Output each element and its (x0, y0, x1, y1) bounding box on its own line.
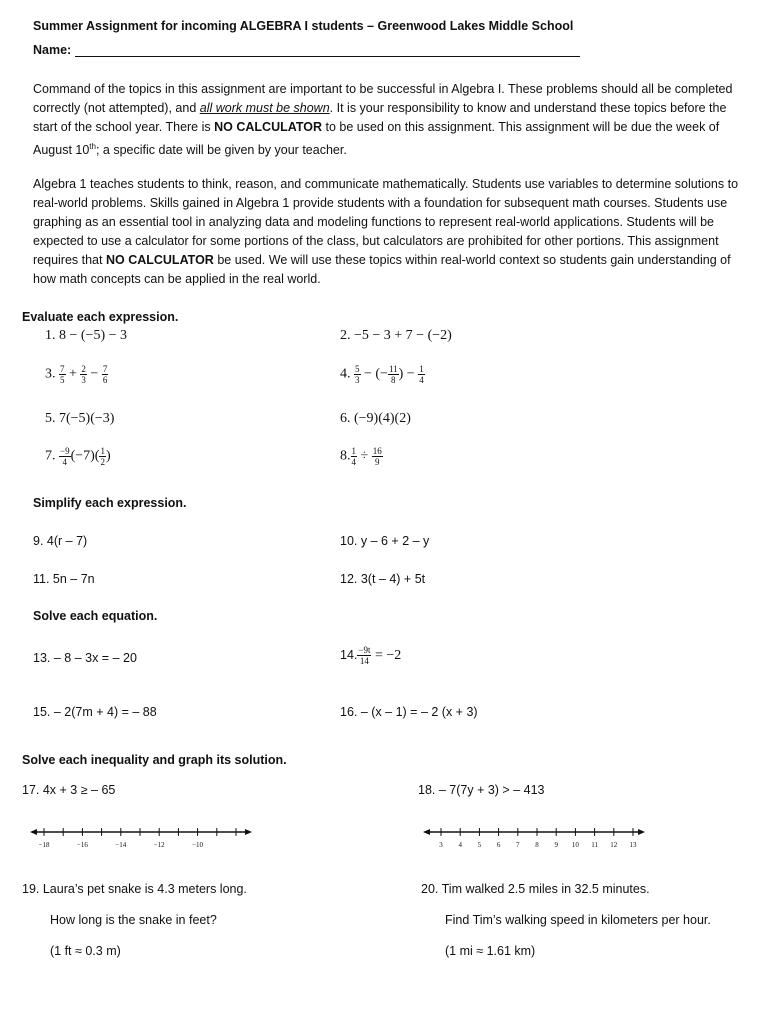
problem-17: 17. 4x + 3 ≥ – 65 (22, 783, 116, 797)
intro-text: . It is your responsibility to know and understand these topics before the start of the school year. There is (33, 101, 727, 134)
section-solve: Solve each equation. (33, 609, 158, 623)
fraction: $\frac{11}{8}$ (388, 364, 398, 385)
number-line-label: −12 (153, 841, 165, 849)
number-line-label: −10 (192, 841, 204, 849)
problem-7: 7. $\frac{-9}{4}$ (−7)( $\frac{1}{2}$ ) (45, 446, 111, 467)
problem-20-line-2: Find Tim’s walking speed in kilometers per hour. (445, 913, 711, 927)
problem-number: 7. (45, 448, 56, 464)
problem-13: 13. – 8 – 3x = – 20 (33, 651, 137, 665)
number-line-label: 10 (571, 841, 579, 849)
fraction: $\frac{-9}{4}$ (60, 446, 70, 467)
problem-10: 10. y – 6 + 2 – y (340, 534, 430, 548)
number-line-label: −16 (76, 841, 88, 849)
intro-text: Command of the topics in this assignment are important to be successful in Algebra I. These problems should all be completed correctly (not attempted), and (33, 82, 733, 115)
section-evaluate: Evaluate each expression. (22, 310, 179, 324)
fraction: $\frac{1}{2}$ (100, 446, 105, 467)
fraction: $\frac{16}{9}$ (372, 446, 382, 467)
section-simplify: Simplify each expression. (33, 496, 187, 510)
number-line-label: 3 (439, 841, 443, 849)
intro-text: be used. We will use these topics within real-world context so students gain understanding of how math concepts can be applied in the real world. (33, 253, 731, 286)
problem-16: 16. – (x – 1) = – 2 (x + 3) (340, 705, 478, 719)
number-line-label: 6 (496, 841, 501, 849)
number-line-label: 5 (477, 841, 482, 849)
name-blank-line (75, 43, 580, 57)
intro-underline-text: all work must be shown (199, 101, 330, 115)
section-inequality: Solve each inequality and graph its solution. (22, 753, 287, 767)
arrow-left-icon (423, 829, 430, 835)
problem-2: 2. −5 − 3 + 7 − (−2) (340, 328, 452, 343)
problem-15: 15. – 2(7m + 4) = – 88 (33, 705, 157, 719)
problem-number: 4. (340, 366, 351, 382)
intro-paragraph-2 (33, 175, 748, 289)
number-line-right[interactable] (423, 822, 648, 852)
problem-12: 12. 3(t – 4) + 5t (340, 572, 426, 586)
fraction: $\frac{-9t}{14}$ (358, 645, 371, 666)
arrow-right-icon (638, 829, 645, 835)
arrow-right-icon (245, 829, 252, 835)
problem-14 (340, 645, 401, 666)
fraction: $\frac{7}{5}$ (60, 364, 65, 385)
intro-text: to be used on this assignment. This assignment will be due the week of August 10 (33, 120, 720, 158)
intro-text: Algebra 1 teaches students to think, reason, and communicate mathematically. Students use variables to determine solutions to real-world problems. Skills gained in Algebra 1 provide students with a foundation for subsequent math courses. Students use graphing as an essential tool in analyzing data and modeling functions to represent real-world applications. Students will be expected to use a calculator for some portions of the class, but calculators are prohibited for other portions. This assignment requires that (33, 177, 739, 267)
intro-paragraph-1 (33, 80, 748, 160)
problem-5: 5. 7(−5)(−3) (45, 411, 115, 426)
problem-20-line-1: 20. Tim walked 2.5 miles in 32.5 minutes. (421, 882, 650, 896)
number-line-left[interactable] (30, 822, 255, 852)
number-line-label: 9 (554, 841, 558, 849)
number-line-label: 7 (516, 841, 520, 849)
fraction: $\frac{7}{6}$ (102, 364, 108, 385)
problem-8: 8. $\frac{1}{4}$ ÷ $\frac{16}{9}$ (340, 446, 382, 467)
fraction: $\frac{5}{3}$ (355, 364, 360, 385)
number-line-label: 12 (610, 841, 618, 849)
problem-number: 3. (45, 366, 56, 382)
problem-11: 11. 5n – 7n (33, 572, 95, 586)
problem-3: 3. $\frac{7}{5}$ + $\frac{2}{3}$ − $\frac{7}{6}$ (45, 364, 108, 385)
fraction: $\frac{1}{4}$ (419, 364, 424, 385)
name-field[interactable] (33, 43, 580, 57)
problem-18: 18. – 7(7y + 3) > – 413 (418, 783, 545, 797)
arrow-left-icon (30, 829, 37, 835)
intro-text: ; a specific date will be given by your teacher. (95, 143, 347, 158)
problem-number: 14. (340, 647, 358, 662)
problem-19-line-2: How long is the snake in feet? (50, 913, 217, 927)
fraction: $\frac{1}{4}$ (351, 446, 356, 467)
problem-6: 6. (−9)(4)(2) (340, 411, 411, 426)
problem-20-line-3: (1 mi ≈ 1.61 km) (445, 944, 536, 958)
page-title: Summer Assignment for incoming ALGEBRA I students – Greenwood Lakes Middle School (33, 19, 574, 33)
fraction: $\frac{2}{3}$ (81, 364, 86, 385)
equation-rest: = −2 (374, 647, 402, 663)
name-label: Name: (33, 43, 72, 57)
superscript: th (89, 142, 96, 151)
no-calculator-emphasis: NO CALCULATOR (105, 253, 214, 267)
number-line-label: −18 (38, 841, 50, 849)
number-line-label: −14 (115, 841, 127, 849)
number-line-label: 11 (591, 841, 598, 849)
problem-9: 9. 4(r – 7) (33, 534, 88, 548)
number-line-label: 4 (458, 841, 462, 849)
problem-1: 1. 8 − (−5) − 3 (45, 328, 128, 343)
problem-19-line-3: (1 ft ≈ 0.3 m) (50, 944, 121, 958)
problem-number: 8. (340, 448, 351, 464)
number-line-label: 8 (535, 841, 539, 849)
number-line-label: 13 (629, 841, 637, 849)
no-calculator-emphasis: NO CALCULATOR (214, 120, 322, 134)
problem-4: 4. $\frac{5}{3}$ − (− $\frac{11}{8}$ ) − $\frac{1}{4}$ (340, 364, 424, 385)
problem-19-line-1: 19. Laura’s pet snake is 4.3 meters long. (22, 882, 247, 896)
